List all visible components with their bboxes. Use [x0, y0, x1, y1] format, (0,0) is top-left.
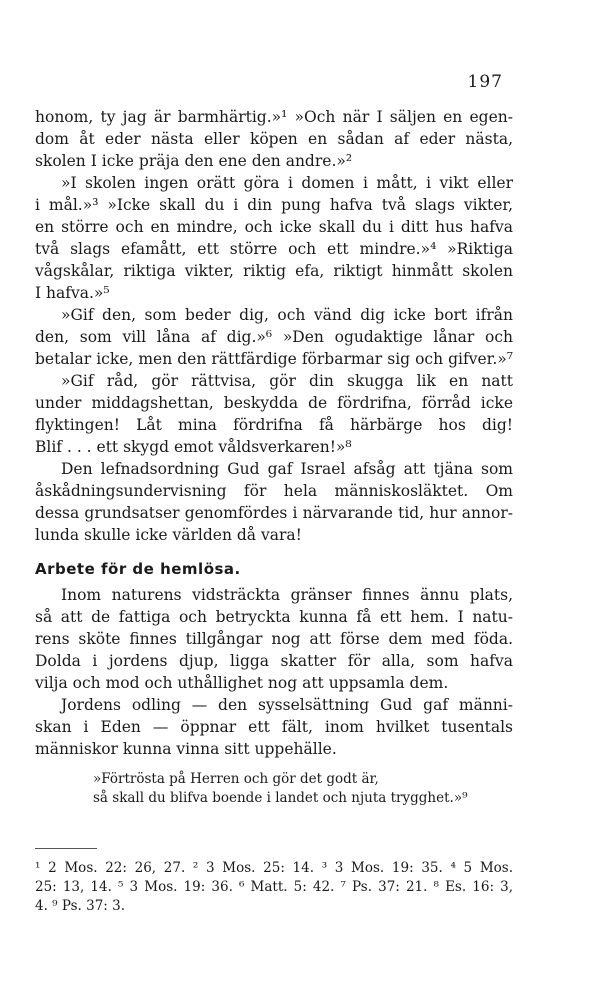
- page-number: 197: [467, 72, 503, 92]
- footnote-line: ¹ 2 Mos. 22: 26, 27. ² 3 Mos. 25: 14. ³ 3 Mos. 19: 35. ⁴ 5 Mos.: [35, 860, 513, 876]
- footnote-divider: [35, 848, 97, 849]
- text-line: Blif . . . ett skygd emot våldsverkaren!»⁸: [35, 438, 352, 456]
- paragraph-4: [35, 370, 513, 458]
- text-line: »Gif den, som beder dig, och vänd dig icke bort ifrån: [61, 306, 513, 324]
- text-line: »I skolen ingen orätt göra i domen i mått, i vikt eller: [61, 174, 513, 192]
- text-line: Jordens odling — den sysselsättning Gud gaf männi-: [61, 696, 513, 714]
- text-line: människor kunna vinna sitt uppehälle.: [35, 740, 337, 758]
- paragraph-2: [35, 172, 513, 304]
- footnote-line: 4. ⁹ Ps. 37: 3.: [35, 898, 126, 914]
- paragraph-6: [35, 584, 513, 694]
- text-line: en större och en mindre, och icke skall du i ditt hus hafva: [35, 218, 513, 236]
- text-line: åskådningsundervisning för hela människosläktet. Om: [35, 482, 513, 500]
- text-line: under middagshettan, beskydda de fördrifna, förråd icke: [35, 394, 513, 412]
- section-heading: Arbete för de hemlösa.: [35, 560, 241, 578]
- paragraph-1: [35, 106, 513, 172]
- text-line: »Gif råd, gör rättvisa, gör din skugga lik en natt: [61, 372, 513, 390]
- footnotes: [35, 859, 513, 916]
- footnote-line: 25: 13, 14. ⁵ 3 Mos. 19: 36. ⁶ Matt. 5: 42. ⁷ Ps. 37: 21. ⁸ Es. 16: 3,: [35, 879, 513, 895]
- text-line: dom åt eder nästa eller köpen en sådan af eder nästa,: [35, 130, 513, 148]
- text-line: vilja och mod och uthållighet nog att uppsamla dem.: [35, 674, 449, 692]
- paragraph-7: [35, 694, 513, 760]
- page-body: [35, 106, 513, 916]
- paragraph-3: [35, 304, 513, 370]
- text-line: rens sköte finnes tillgångar nog att förse dem med föda.: [35, 630, 513, 648]
- text-line: två slags efamått, ett större och ett mindre.»⁴ »Riktiga: [35, 240, 513, 258]
- quote-line: »Förtrösta på Herren och gör det godt är,: [93, 771, 379, 787]
- text-line: skolen I icke präja den ene den andre.»²: [35, 152, 353, 170]
- text-line: Dolda i jordens djup, ligga skatter för alla, som hafva: [35, 652, 513, 670]
- text-line: honom, ty jag är barmhärtig.»¹ »Och när I säljen en egen-: [35, 108, 513, 126]
- text-line: Den lefnadsordning Gud gaf Israel afsåg att tjäna som: [61, 460, 513, 478]
- paragraph-5: [35, 458, 513, 546]
- text-line: den, som vill låna af dig.»⁶ »Den ogudaktige lånar och: [35, 328, 513, 346]
- text-line: dessa grundsatser genomfördes i närvarande tid, hur annor-: [35, 504, 513, 522]
- text-line: lunda skulle icke världen då vara!: [35, 526, 302, 544]
- text-line: skan i Eden — öppnar ett fält, inom hvilket tusentals: [35, 718, 513, 736]
- text-line: I hafva.»⁵: [35, 284, 110, 302]
- text-line: betalar icke, men den rättfärdige förbarmar sig och gifver.»⁷: [35, 350, 513, 368]
- text-line: vågskålar, riktiga vikter, riktig efa, riktigt hinmått skolen: [35, 262, 513, 280]
- quote-line: så skall du blifva boende i landet och njuta trygghet.»⁹: [93, 790, 468, 806]
- text-line: i mål.»³ »Icke skall du i din pung hafva två slags vikter,: [35, 196, 513, 214]
- text-line: Inom naturens vidsträckta gränser finnes ännu plats,: [61, 586, 513, 604]
- bible-quote: [35, 770, 513, 808]
- text-line: flyktingen! Låt mina fördrifna få härbärge hos dig!: [35, 416, 513, 434]
- text-line: så att de fattiga och betryckta kunna få ett hem. I natu-: [35, 608, 513, 626]
